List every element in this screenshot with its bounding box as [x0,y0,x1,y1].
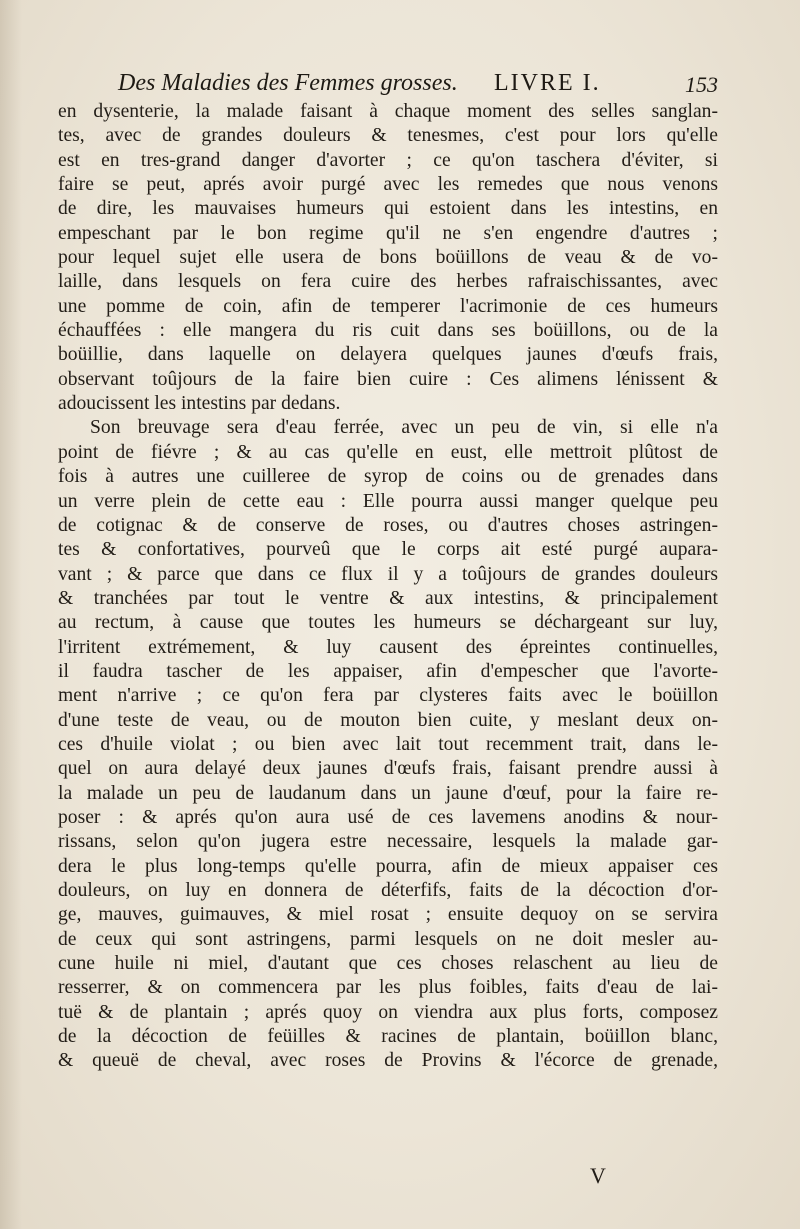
text-line: faire se peut, aprés avoir purgé avec les remedes que nous venons [58,174,718,196]
text-line: ment n'arrive ; ce qu'on fera par clysteres faits avec le boüillon [58,685,718,707]
text-line: est en tres-grand danger d'avorter ; ce qu'on taschera d'éviter, si [58,149,718,171]
text-line: pour lequel sujet elle usera de bons boüillons de veau & de vo- [58,247,718,269]
text-line: poser : & aprés qu'on aura usé de ces lavemens anodins & nour- [58,806,718,828]
text-line: d'une teste de veau, ou de mouton bien cuite, y meslant deux on- [58,709,718,731]
text-line: au rectum, à cause que toutes les humeurs se déchargeant sur luy, [58,612,718,634]
text-line: adoucissent les intestins par dedans. [58,393,341,415]
paragraph-1 [58,100,718,416]
text-line: de ceux qui sont astringens, parmi lesquels on ne doit mesler au- [58,928,718,950]
text-line: cune huile ni miel, d'autant que ces choses relaschent au lieu de [58,953,718,975]
text-line: tuë & de plantain ; aprés quoy on viendra aux plus forts, composez [58,1001,718,1023]
paragraph-2 [58,416,718,1073]
text-line: observant toûjours de la faire bien cuire : Ces alimens lénissent & [58,368,718,390]
text-line: une pomme de coin, afin de temperer l'acrimonie de ces humeurs [58,295,718,317]
text-line: de la décoction de feüilles & racines de plantain, boüillon blanc, [58,1026,718,1048]
text-line: en dysenterie, la malade faisant à chaque moment des selles sanglan- [58,101,718,122]
book-label: LIVRE I. [494,70,601,96]
text-line: boüillie, dans laquelle on delayera quelques jaunes d'œufs frais, [58,344,718,366]
text-line: empeschant par le bon regime qu'il ne s'en engendre d'autres ; [58,222,718,244]
text-line: & queuë de cheval, avec roses de Provins & l'écorce de grenade, [58,1050,718,1072]
text-line: quel on aura delayé deux jaunes d'œufs frais, faisant prendre aussi à [58,758,718,780]
text-line: un verre plein de cette eau : Elle pourra aussi manger quelque peu [58,490,718,512]
page-gutter-shadow [0,0,22,1229]
text-line: resserrer, & on commencera par les plus foibles, faits d'eau de lai- [58,977,718,999]
text-line: & tranchées par tout le ventre & aux intestins, & principalement [58,587,718,609]
text-line: point de fiévre ; & au cas qu'elle en eust, elle mettroit plûtost de [58,441,718,463]
body-text [58,100,718,1074]
text-line: de cotignac & de conserve de roses, ou d'autres choses astringen- [58,514,718,536]
text-line: rissans, selon qu'on jugera estre necessaire, lesquels la malade gar- [58,831,718,853]
text-line: la malade un peu de laudanum dans un jaune d'œuf, pour la faire re- [58,782,718,804]
text-line: fois à autres une cuilleree de syrop de coins ou de grenades dans [58,466,718,488]
text-line: de dire, les mauvaises humeurs qui estoient dans les intestins, en [58,198,718,220]
signature-mark: V [590,1163,606,1188]
text-line: douleurs, on luy en donnera de déterfifs, faits de la décoction d'or- [58,880,718,901]
page-number: 153 [685,72,718,97]
text-line: ge, mauves, guimauves, & miel rosat ; ensuite dequoy on se servira [58,904,718,926]
page-header [118,70,718,104]
text-line: laille, dans lesquels on fera cuire des herbes rafraischissantes, avec [58,271,718,293]
text-line: dera le plus long-temps qu'elle pourra, afin de mieux appaiser ces [58,855,718,877]
running-title: Des Maladies des Femmes grosses. [118,70,458,96]
text-line: l'irritent extrémement, & luy causent des épreintes continuelles, [58,636,718,658]
text-line: vant ; & parce que dans ce flux il y a toûjours de grandes douleurs [58,563,718,585]
text-line: il faudra tascher de les appaiser, afin d'empescher que l'avorte- [58,660,718,682]
text-line: tes & confortatives, pourveû que le corps ait esté purgé aupara- [58,539,718,561]
text-line: ces d'huile violat ; ou bien avec lait tout recemment trait, dans le- [58,733,718,755]
text-line: Son breuvage sera d'eau ferrée, avec un peu de vin, si elle n'a [90,417,718,439]
text-line: tes, avec de grandes douleurs & tenesmes, c'est pour lors qu'elle [58,125,718,147]
text-line: échauffées : elle mangera du ris cuit dans ses boüillons, ou de la [58,320,718,342]
